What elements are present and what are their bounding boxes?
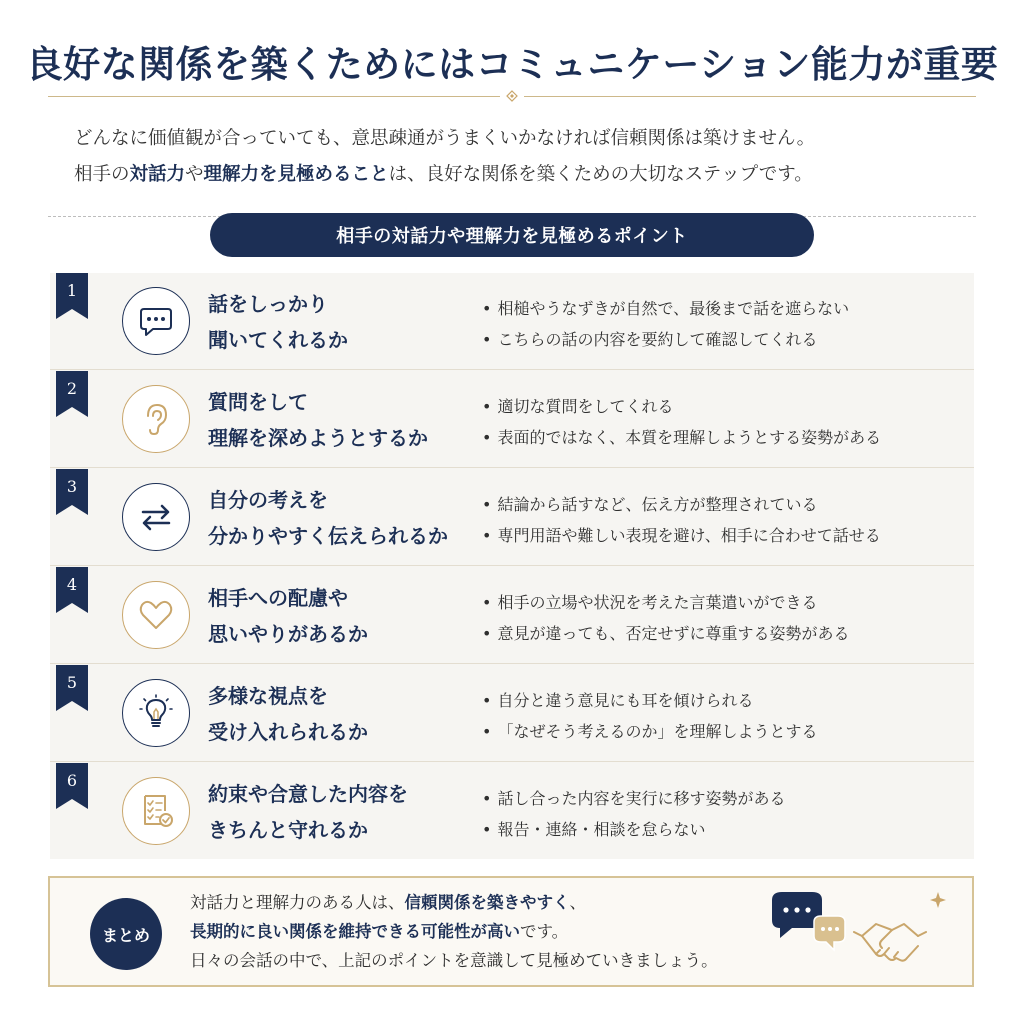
point-number: 1 bbox=[66, 281, 78, 300]
point-bullets bbox=[482, 293, 849, 355]
conversation-handshake-illustration bbox=[764, 886, 964, 982]
intro-emphasis-understanding: 理解力を見極めること bbox=[203, 164, 389, 185]
speech-bubble-gold-icon bbox=[814, 916, 845, 950]
summary-box bbox=[48, 876, 974, 987]
icon-badge bbox=[122, 483, 190, 551]
bullet-item: • 結論から話すなど、伝え方が整理されている bbox=[482, 489, 881, 520]
heading-line: 分かりやすく伝えられるか bbox=[208, 524, 448, 548]
point-bullets bbox=[482, 685, 817, 747]
bullet-item: • 相槌やうなずきが自然で、最後まで話を遮らない bbox=[482, 293, 849, 324]
point-heading bbox=[208, 482, 448, 554]
point-number: 2 bbox=[66, 379, 78, 398]
heading-line: 話をしっかり bbox=[208, 292, 328, 316]
icon-badge bbox=[122, 679, 190, 747]
point-heading bbox=[208, 384, 428, 456]
heading-line: 約束や合意した内容を bbox=[208, 782, 408, 806]
heading-line: 思いやりがあるか bbox=[208, 622, 368, 646]
point-row-2 bbox=[50, 371, 974, 468]
checklist-icon bbox=[136, 791, 176, 831]
summary-badge: まとめ bbox=[90, 898, 162, 970]
page-title: 良好な関係を築くためにはコミュニケーション能力が重要 bbox=[25, 42, 999, 86]
summary-line-1 bbox=[190, 888, 718, 917]
point-bullets bbox=[482, 587, 849, 649]
points-panel bbox=[50, 273, 974, 859]
heading-line: きちんと守れるか bbox=[208, 818, 368, 842]
lightbulb-icon bbox=[136, 693, 176, 733]
intro-line-1: どんなに価値観が合っていても、意思疎通がうまくいかなければ信頼関係は築けません。 bbox=[74, 128, 816, 149]
bullet-item: • 表面的ではなく、本質を理解しようとする姿勢がある bbox=[482, 422, 881, 453]
summary-text bbox=[190, 888, 718, 975]
point-bullets bbox=[482, 391, 881, 453]
diamond-ornament-icon bbox=[500, 89, 524, 103]
bullet-item: • 適切な質問をしてくれる bbox=[482, 391, 881, 422]
point-number: 4 bbox=[66, 575, 78, 594]
heading-line: 質問をして bbox=[208, 390, 308, 414]
icon-badge bbox=[122, 287, 190, 355]
summary-line-2 bbox=[190, 917, 718, 946]
bullet-item: • 専門用語や難しい表現を避け、相手に合わせて話せる bbox=[482, 520, 881, 551]
point-heading bbox=[208, 776, 408, 848]
heading-line: 多様な視点を bbox=[208, 684, 328, 708]
handshake-icon bbox=[854, 924, 926, 961]
intro-text bbox=[74, 121, 974, 193]
heading-line: 聞いてくれるか bbox=[208, 328, 348, 352]
heading-line: 自分の考えを bbox=[208, 488, 328, 512]
point-row-1 bbox=[50, 273, 974, 370]
intro-text-part: 相手の bbox=[74, 164, 130, 185]
icon-badge bbox=[122, 581, 190, 649]
chat-bubble-icon bbox=[136, 301, 176, 341]
ear-icon bbox=[136, 399, 176, 439]
point-heading bbox=[208, 678, 368, 750]
point-heading bbox=[208, 580, 368, 652]
bullet-item: • 意見が違っても、否定せずに尊重する姿勢がある bbox=[482, 618, 849, 649]
point-row-6 bbox=[50, 763, 974, 860]
heading-line: 受け入れられるか bbox=[208, 720, 368, 744]
summary-emphasis: 可能性が高い bbox=[421, 922, 520, 941]
sparkle-icon bbox=[930, 892, 946, 908]
point-row-5 bbox=[50, 665, 974, 762]
point-heading bbox=[208, 286, 348, 358]
heart-icon bbox=[136, 595, 176, 635]
point-row-4 bbox=[50, 567, 974, 664]
summary-emphasis: 信頼関係を築きやすく bbox=[404, 893, 570, 912]
bullet-item: • 自分と違う意見にも耳を傾けられる bbox=[482, 685, 817, 716]
icon-badge bbox=[122, 777, 190, 845]
section-heading-pill: 相手の対話力や理解力を見極めるポイント bbox=[210, 213, 814, 257]
point-row-3 bbox=[50, 469, 974, 566]
point-number: 6 bbox=[66, 771, 78, 790]
summary-emphasis: 長期的に良い関係を維持できる bbox=[190, 922, 421, 941]
point-number: 5 bbox=[66, 673, 78, 692]
icon-badge bbox=[122, 385, 190, 453]
intro-line-2 bbox=[74, 157, 974, 193]
bullet-item: • 話し合った内容を実行に移す姿勢がある bbox=[482, 783, 785, 814]
bullet-item: • 相手の立場や状況を考えた言葉遣いができる bbox=[482, 587, 849, 618]
intro-text-part: は、良好な関係を築くための大切なステップです。 bbox=[388, 164, 813, 185]
heading-line: 相手への配慮や bbox=[208, 586, 348, 610]
bullet-item: • 「なぜそう考えるのか」を理解しようとする bbox=[482, 716, 817, 747]
intro-text-part: や bbox=[185, 164, 204, 185]
summary-text-part: 、 bbox=[569, 893, 586, 912]
intro-emphasis-dialogue: 対話力 bbox=[129, 164, 186, 185]
point-number: 3 bbox=[66, 477, 78, 496]
summary-line-3: 日々の会話の中で、上記のポイントを意識して見極めていきましょう。 bbox=[190, 951, 718, 970]
point-bullets bbox=[482, 489, 881, 551]
summary-text-part: です。 bbox=[520, 922, 569, 941]
bullet-item: • 報告・連絡・相談を怠らない bbox=[482, 814, 785, 845]
exchange-arrows-icon bbox=[136, 497, 176, 537]
heading-line: 理解を深めようとするか bbox=[208, 426, 428, 450]
point-bullets bbox=[482, 783, 785, 845]
summary-text-part: 対話力と理解力のある人は、 bbox=[190, 893, 405, 912]
bullet-item: • こちらの話の内容を要約して確認してくれる bbox=[482, 324, 849, 355]
